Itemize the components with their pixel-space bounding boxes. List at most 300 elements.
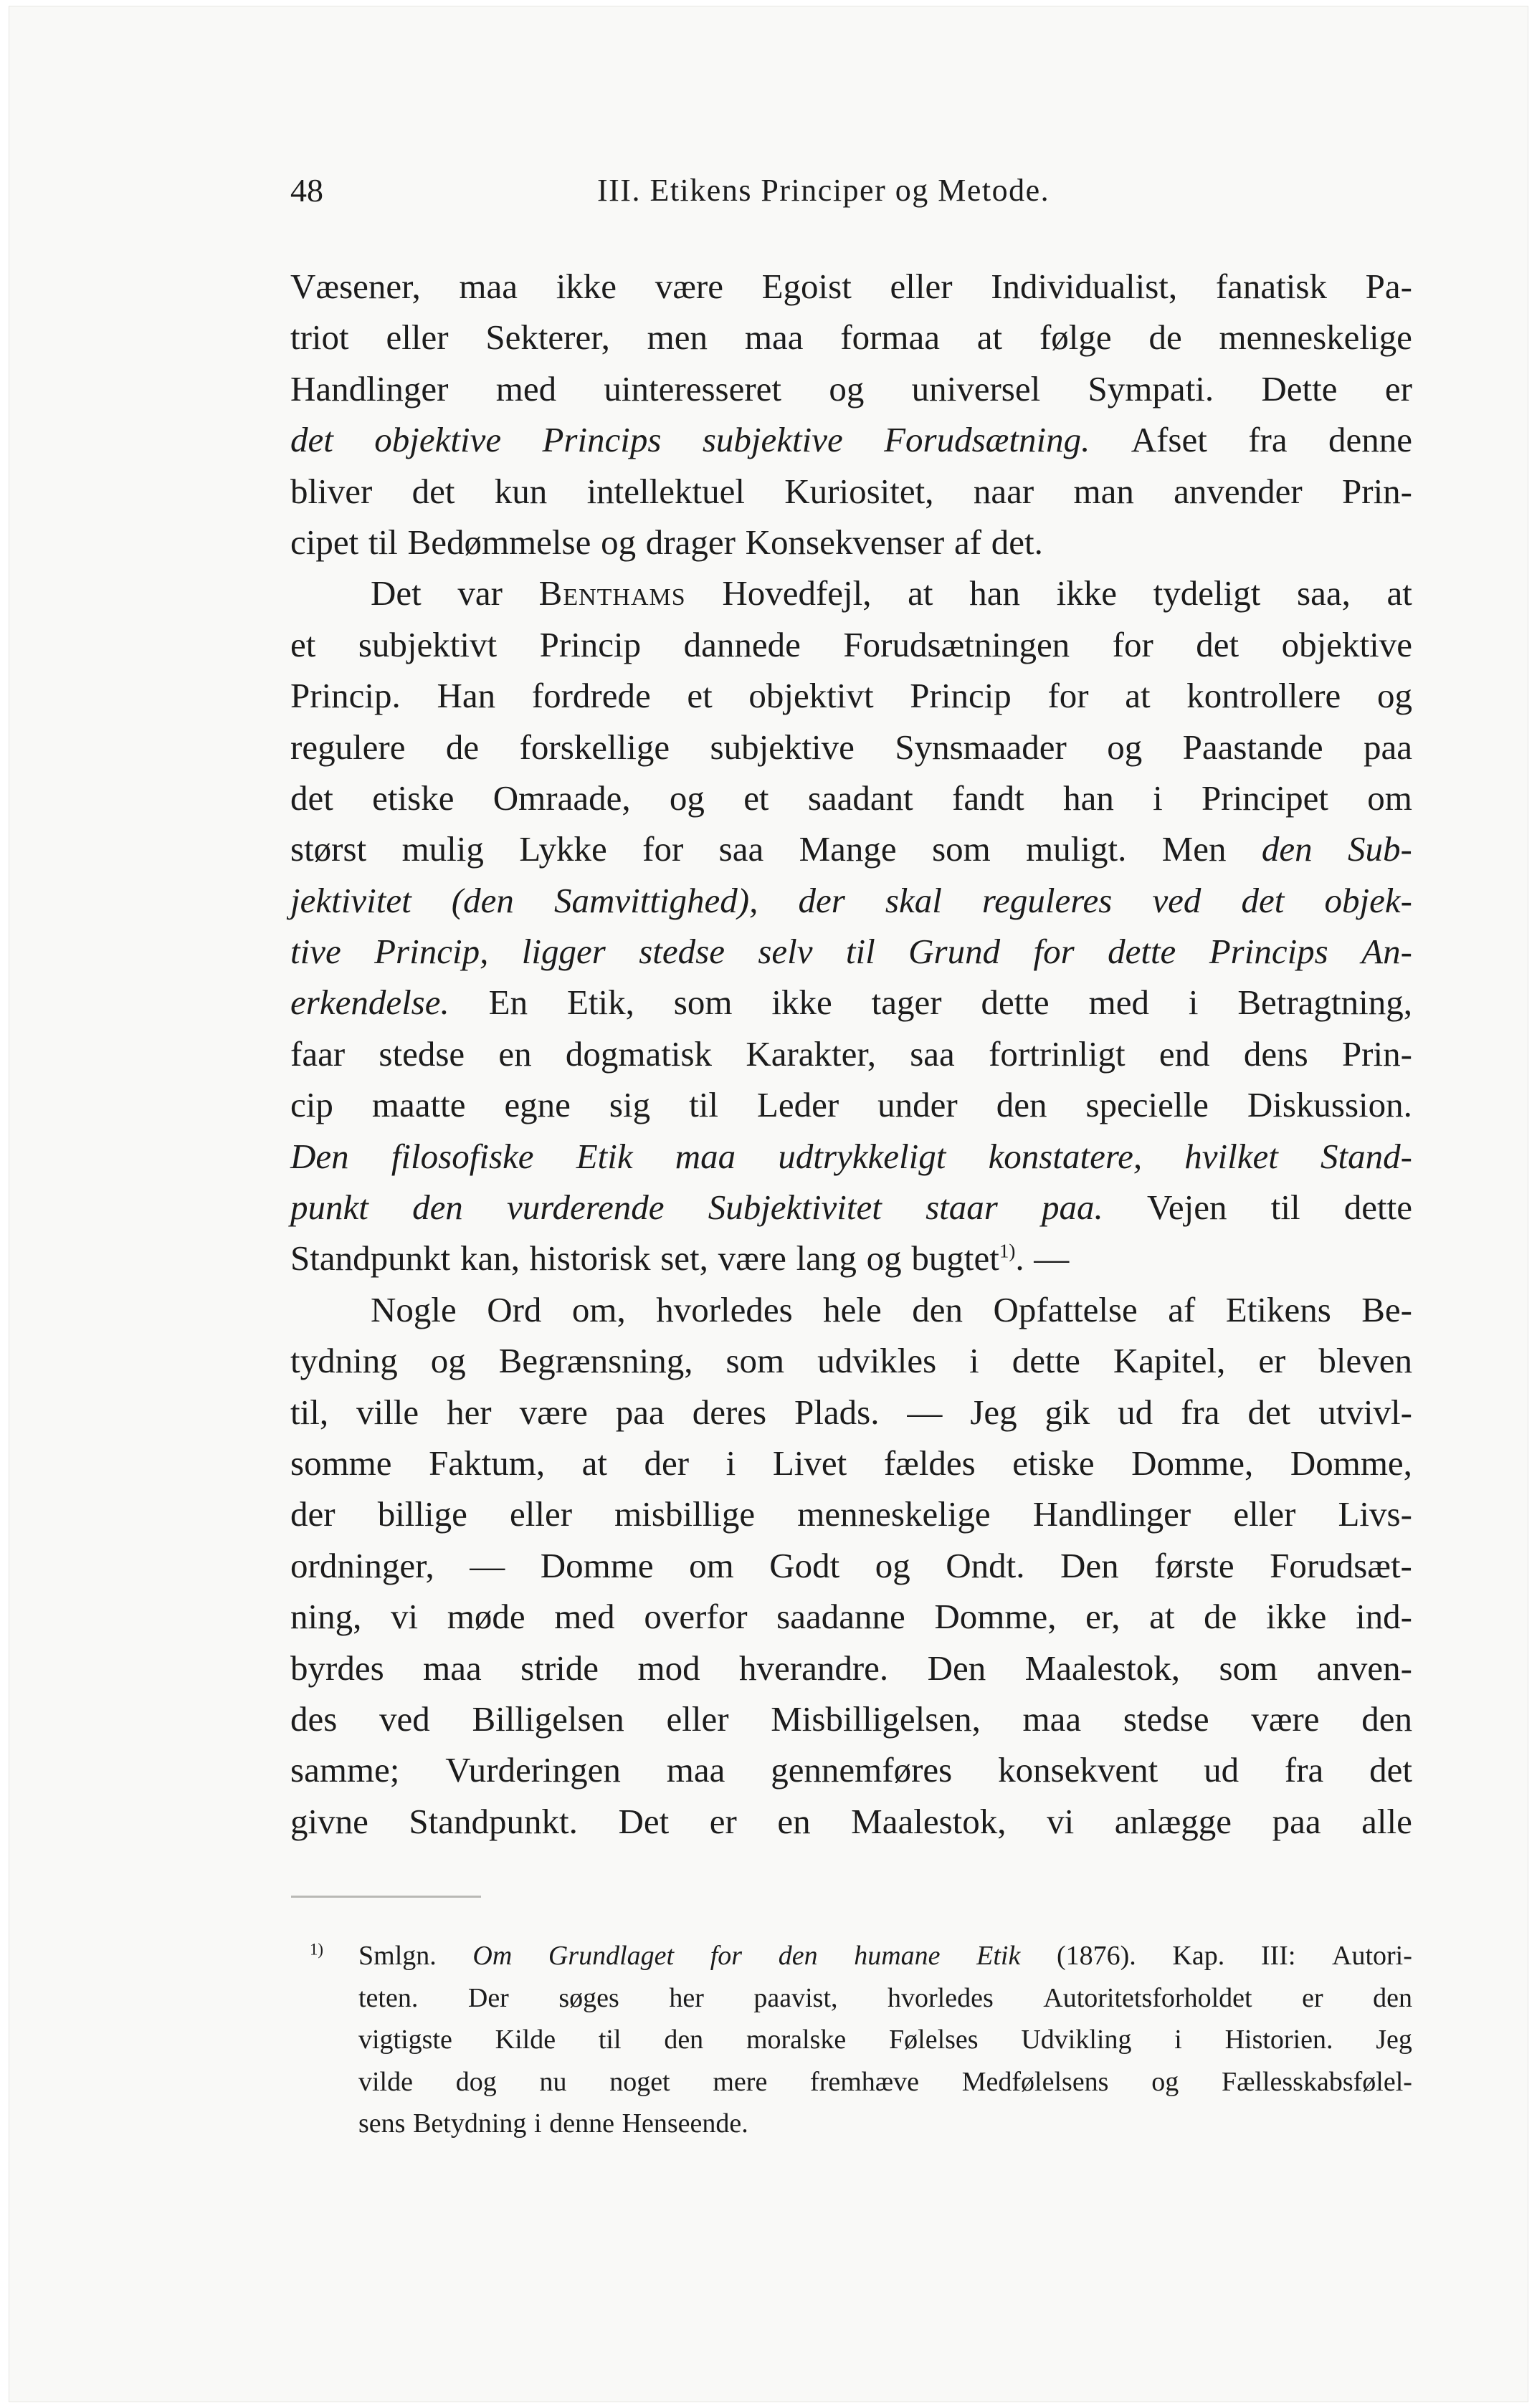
word-part: størst — [290, 829, 367, 869]
word — [769, 1540, 839, 1591]
word-part: stedse — [639, 932, 725, 972]
word-part: samme; — [290, 1750, 400, 1790]
word-part: intellektuel — [586, 471, 745, 511]
word — [1154, 1540, 1234, 1591]
word-part: — — [470, 1545, 505, 1585]
word-part: fortrinligt — [989, 1033, 1126, 1074]
word — [646, 517, 736, 568]
word — [1377, 670, 1412, 721]
word-part: det — [1369, 1750, 1412, 1790]
word — [932, 823, 991, 874]
word — [1057, 1935, 1136, 1977]
word-part: Autoritetsforholdet — [1043, 1982, 1252, 2013]
word — [290, 1438, 392, 1489]
word — [823, 1284, 882, 1335]
word-part: under — [877, 1085, 958, 1125]
word-part: vilde — [358, 2066, 413, 2097]
body-text — [290, 261, 1412, 1847]
word-part: Handlinger — [290, 368, 449, 408]
text-line — [290, 1438, 1412, 1489]
word-part: udvikles — [817, 1341, 937, 1381]
word-part: anlægge — [1114, 1801, 1232, 1841]
word — [779, 1935, 818, 1977]
word — [684, 619, 801, 670]
word-part: er, — [1085, 1597, 1120, 1637]
word-part: Sekterer, — [485, 317, 610, 358]
word — [796, 1233, 857, 1284]
word-part: Jeg — [1376, 2025, 1412, 2055]
footnote-line — [358, 1935, 1412, 1977]
word — [1356, 1591, 1412, 1642]
word-part: gik — [1045, 1392, 1090, 1432]
word-part: og — [669, 778, 705, 818]
word-part: Standpunkt. — [409, 1801, 578, 1841]
word — [1168, 1284, 1195, 1335]
word — [472, 1935, 512, 1977]
word — [1219, 1643, 1277, 1693]
word-part: — — [1034, 1238, 1070, 1279]
word — [843, 619, 1070, 670]
word — [1226, 1284, 1331, 1335]
word — [599, 2019, 622, 2061]
word-part: af — [953, 522, 982, 562]
word-part: saa, — [1297, 573, 1351, 613]
word-part: Betragtning, — [1237, 983, 1412, 1023]
word — [290, 1744, 399, 1795]
word-part: Forudsæt- — [1270, 1545, 1412, 1585]
word — [693, 1387, 766, 1438]
word — [670, 773, 705, 823]
word — [541, 1540, 654, 1591]
word — [753, 1977, 837, 2020]
word-part: dogmatisk — [565, 1033, 713, 1074]
word — [378, 1489, 467, 1539]
word-part: overfor — [644, 1597, 748, 1637]
word-part: Prin- — [1342, 471, 1412, 511]
word-part: Billigelsen — [472, 1698, 624, 1739]
word — [1060, 1540, 1119, 1591]
word-part: (den — [451, 880, 514, 920]
word-part: menneskelige — [1219, 317, 1412, 358]
word — [1147, 1182, 1227, 1233]
word — [554, 875, 758, 926]
word — [911, 1233, 1024, 1284]
word — [885, 875, 942, 926]
word — [290, 1131, 349, 1182]
word-part: ligger — [521, 932, 606, 972]
word-part: Faktum, — [429, 1443, 546, 1483]
word-part: Vejen — [1146, 1188, 1227, 1228]
word — [982, 875, 1112, 926]
word — [996, 1079, 1047, 1130]
word — [1073, 466, 1133, 517]
word — [1123, 1693, 1209, 1744]
word — [981, 977, 1049, 1028]
word — [1302, 1977, 1323, 2020]
word-part: den — [1261, 829, 1313, 869]
word — [1183, 722, 1323, 773]
word — [745, 312, 804, 363]
word-part: Princips — [542, 420, 662, 460]
word-part: hvorledes — [656, 1289, 793, 1329]
word-part: Livs- — [1338, 1494, 1412, 1534]
word — [554, 1591, 614, 1642]
word-part: ning, — [290, 1597, 362, 1637]
word — [1043, 1977, 1252, 2020]
word-part: hvorledes — [888, 1982, 994, 2013]
word — [1039, 312, 1112, 363]
word-part: maa — [423, 1648, 482, 1688]
word-part: er — [1302, 1982, 1323, 2013]
word — [854, 1935, 940, 1977]
word-part: saa — [718, 829, 764, 869]
word-part: selv — [758, 932, 813, 972]
word-part: i — [1188, 983, 1199, 1023]
word-part: maa — [666, 1750, 725, 1790]
word — [1297, 568, 1351, 618]
word-part: Men — [1161, 829, 1227, 869]
word — [1021, 2019, 1131, 2061]
word — [1113, 619, 1153, 670]
word — [290, 1540, 434, 1591]
word — [1174, 2019, 1182, 2061]
word-part: mod — [637, 1648, 700, 1688]
word-part: og — [1107, 727, 1143, 767]
word-part: somme — [290, 1443, 392, 1483]
word — [290, 1028, 345, 1079]
word — [771, 1693, 981, 1744]
word-part: Hovedfejl, — [722, 573, 872, 613]
word-part: er — [709, 1801, 737, 1841]
word-part: Princip — [910, 676, 1012, 716]
word-part: vigtigste — [358, 2025, 452, 2055]
word — [1181, 1387, 1219, 1438]
word-part: fra — [1284, 1750, 1324, 1790]
word — [520, 1643, 599, 1693]
word — [609, 2061, 670, 2103]
word — [1089, 977, 1149, 1028]
word-part: Den — [927, 1648, 986, 1688]
word-part: mere — [713, 2066, 768, 2097]
page-number: 48 — [290, 172, 323, 209]
word — [447, 1387, 492, 1438]
word-part: universel — [911, 368, 1041, 408]
word-part: den — [912, 1289, 963, 1329]
word-part: Domme, — [934, 1597, 1057, 1637]
word-part: at — [976, 317, 1003, 358]
word — [1332, 1935, 1412, 1977]
footnote-reference: 1) — [999, 1241, 1016, 1263]
word — [290, 1489, 336, 1539]
word — [1033, 1489, 1191, 1539]
word — [539, 568, 686, 618]
word-part: er — [1384, 368, 1412, 408]
word-part: Karakter, — [746, 1033, 876, 1074]
word-part: Paastande — [1182, 727, 1323, 767]
word — [1148, 312, 1181, 363]
word — [1026, 823, 1126, 874]
word-part: Individualist, — [991, 267, 1178, 306]
word-part: stedse — [1123, 1698, 1209, 1739]
word-part: end — [1158, 1033, 1210, 1074]
word-part: cipet — [290, 522, 359, 562]
word — [969, 568, 1020, 618]
word-part: den — [1373, 1982, 1412, 2013]
text-line — [290, 1284, 1412, 1335]
word — [867, 1233, 902, 1284]
word-part: i — [969, 1341, 979, 1381]
word — [622, 2103, 748, 2145]
word — [290, 1233, 450, 1284]
word-part: Udvikling — [1021, 2025, 1132, 2055]
word-part: Livet — [772, 1443, 847, 1483]
word — [647, 312, 708, 363]
word-part: Det — [371, 573, 422, 613]
word — [1361, 926, 1412, 977]
word-part: det. — [991, 522, 1043, 562]
word — [1216, 261, 1327, 312]
word-part: cip — [290, 1085, 333, 1125]
word-part: Henseende. — [622, 2108, 748, 2139]
footnote-line — [358, 1977, 1412, 2020]
word-part: Etik, — [566, 983, 634, 1023]
word — [485, 312, 610, 363]
word-part: dog — [455, 2066, 497, 2097]
word-part: paa — [615, 1392, 665, 1432]
word — [290, 926, 341, 977]
word-part: naar — [973, 471, 1034, 511]
text-line — [290, 1489, 1412, 1539]
word-part: Vurderingen — [445, 1750, 621, 1790]
word-part: ved — [1152, 880, 1201, 920]
word — [810, 2061, 919, 2103]
word-part: at — [1386, 573, 1412, 613]
word-part: faar — [290, 1033, 346, 1074]
word-part: at — [1125, 676, 1151, 716]
word-part: i — [1174, 2025, 1182, 2055]
word-part: med — [554, 1597, 615, 1637]
word — [371, 568, 422, 618]
text-line — [290, 1387, 1412, 1438]
word — [797, 1489, 990, 1539]
word-part: fandt — [952, 778, 1024, 818]
word-part: Etikens — [1225, 1289, 1331, 1329]
word-part: eller — [386, 317, 449, 358]
word-part: Konsekvenser — [745, 522, 945, 562]
word — [1367, 773, 1412, 823]
word-part: Domme, — [1131, 1443, 1254, 1483]
word — [1034, 926, 1075, 977]
word-part: til — [845, 932, 875, 972]
word-part: sig — [609, 1085, 651, 1125]
word — [358, 1935, 437, 1977]
word — [1174, 466, 1303, 517]
word — [413, 2103, 526, 2145]
word — [1318, 1335, 1412, 1386]
word-part: jektivitet — [290, 880, 411, 920]
text-line — [290, 1643, 1412, 1693]
word — [290, 517, 358, 568]
word — [726, 1438, 736, 1489]
word — [1366, 261, 1412, 312]
word-part: — — [907, 1392, 943, 1432]
footnote-separator — [291, 1896, 481, 1898]
word-part: Sub- — [1348, 829, 1412, 869]
word-part: Betydning — [413, 2108, 527, 2139]
word-part: ordninger, — [290, 1545, 434, 1585]
word — [771, 1744, 952, 1795]
word — [1247, 1079, 1412, 1130]
word-part: Lykke — [519, 829, 607, 869]
word-part: Han — [437, 676, 496, 716]
word — [1317, 1643, 1412, 1693]
word-part: Forudsætningen — [843, 624, 1070, 664]
text-line — [290, 261, 1412, 312]
word-part: givne — [290, 1801, 368, 1841]
word-part: Etik — [976, 1941, 1021, 1971]
word-part: Egoist — [761, 267, 852, 306]
word — [655, 261, 723, 312]
word — [1318, 1387, 1412, 1438]
word — [1162, 823, 1227, 874]
word-part: udtrykkeligt — [778, 1136, 946, 1176]
word-part: at — [1149, 1597, 1175, 1637]
word — [1113, 1335, 1225, 1386]
word — [989, 1028, 1126, 1079]
word — [460, 1233, 520, 1284]
text-line — [290, 1079, 1412, 1130]
word-part: regulere — [290, 727, 406, 767]
word — [1125, 670, 1150, 721]
word — [703, 414, 843, 465]
word — [743, 773, 768, 823]
text-line — [290, 1693, 1412, 1744]
word-part: i — [725, 1443, 736, 1483]
word — [925, 1182, 998, 1233]
word-part: konstatere, — [988, 1136, 1143, 1176]
word-part: Kuriositet, — [784, 471, 934, 511]
word-part: Princip, — [374, 932, 489, 972]
word — [558, 1977, 619, 2020]
word-part: (1876). — [1056, 1941, 1136, 1971]
word-part: Smlgn. — [358, 1941, 437, 1971]
word-part: Etik — [576, 1136, 633, 1176]
word-part: Nogle — [371, 1289, 457, 1329]
word-part: menneskelige — [797, 1494, 991, 1534]
word — [290, 875, 411, 926]
word — [614, 1489, 755, 1539]
text-line — [290, 1744, 1412, 1795]
word — [412, 466, 455, 517]
word-part: reguleres — [981, 880, 1113, 920]
word — [391, 1591, 418, 1642]
word-part: for — [642, 829, 684, 869]
word — [974, 466, 1034, 517]
word — [713, 2061, 767, 2103]
word — [1342, 1028, 1412, 1079]
word-part: egne — [504, 1085, 571, 1125]
word — [644, 1591, 747, 1642]
word — [1282, 619, 1412, 670]
word-part: ind- — [1356, 1597, 1412, 1637]
word-part: dannede — [683, 624, 801, 664]
word-part: saadanne — [776, 1597, 905, 1637]
word — [1244, 1028, 1308, 1079]
word — [1204, 1591, 1237, 1642]
word — [498, 1028, 531, 1079]
word — [1385, 363, 1412, 414]
word-part: og — [430, 1341, 466, 1381]
text-line — [290, 1131, 1412, 1182]
word-part: specielle — [1085, 1085, 1209, 1125]
text-line — [290, 1540, 1412, 1591]
word-part: dens — [1243, 1033, 1308, 1074]
word — [799, 823, 897, 874]
word — [1266, 1591, 1326, 1642]
word-part: og — [829, 368, 865, 408]
word-part: dette — [1343, 1188, 1412, 1228]
word — [374, 414, 501, 465]
text-line — [290, 1182, 1412, 1233]
word — [446, 722, 479, 773]
word-part: Den — [290, 1136, 349, 1176]
word — [452, 875, 514, 926]
word — [1271, 1182, 1300, 1233]
word-part: den — [664, 2025, 704, 2055]
word-part: og — [875, 1545, 910, 1585]
word — [1118, 1387, 1153, 1438]
word-part: billige — [377, 1494, 467, 1534]
word — [522, 926, 606, 977]
word-part: Der — [467, 1982, 509, 2013]
text-line — [290, 1233, 1412, 1284]
word — [1270, 1540, 1412, 1591]
word — [495, 466, 548, 517]
text-line — [290, 926, 1412, 977]
word — [875, 1540, 910, 1591]
word — [1088, 363, 1214, 414]
word — [519, 823, 606, 874]
word — [1348, 823, 1412, 874]
word — [1242, 875, 1285, 926]
word-part: Standpunkt — [290, 1238, 451, 1279]
word-part: hele — [823, 1289, 882, 1329]
footnote-line — [358, 2019, 1412, 2061]
word-part: Grund — [908, 932, 1001, 972]
word — [532, 670, 651, 721]
word-part: den — [1361, 1698, 1412, 1739]
word — [710, 1796, 737, 1847]
word — [1153, 568, 1261, 618]
word-part: Grundlaget — [548, 1941, 675, 1971]
word-part: som — [932, 829, 991, 869]
word — [912, 363, 1041, 414]
word-part: fra — [1181, 1392, 1220, 1432]
word-part: at — [908, 573, 933, 613]
word-part: til — [368, 522, 398, 562]
word-part: Stand- — [1321, 1136, 1412, 1176]
word — [1344, 1182, 1412, 1233]
word-part: Kilde — [495, 2025, 556, 2055]
word — [998, 1744, 1158, 1795]
word — [1172, 1935, 1224, 1977]
word-part: nu — [539, 2066, 567, 2097]
text-line — [290, 1335, 1412, 1386]
word — [962, 2061, 1109, 2103]
word — [778, 1131, 946, 1182]
word-part: etiske — [372, 778, 455, 818]
word — [746, 517, 945, 568]
